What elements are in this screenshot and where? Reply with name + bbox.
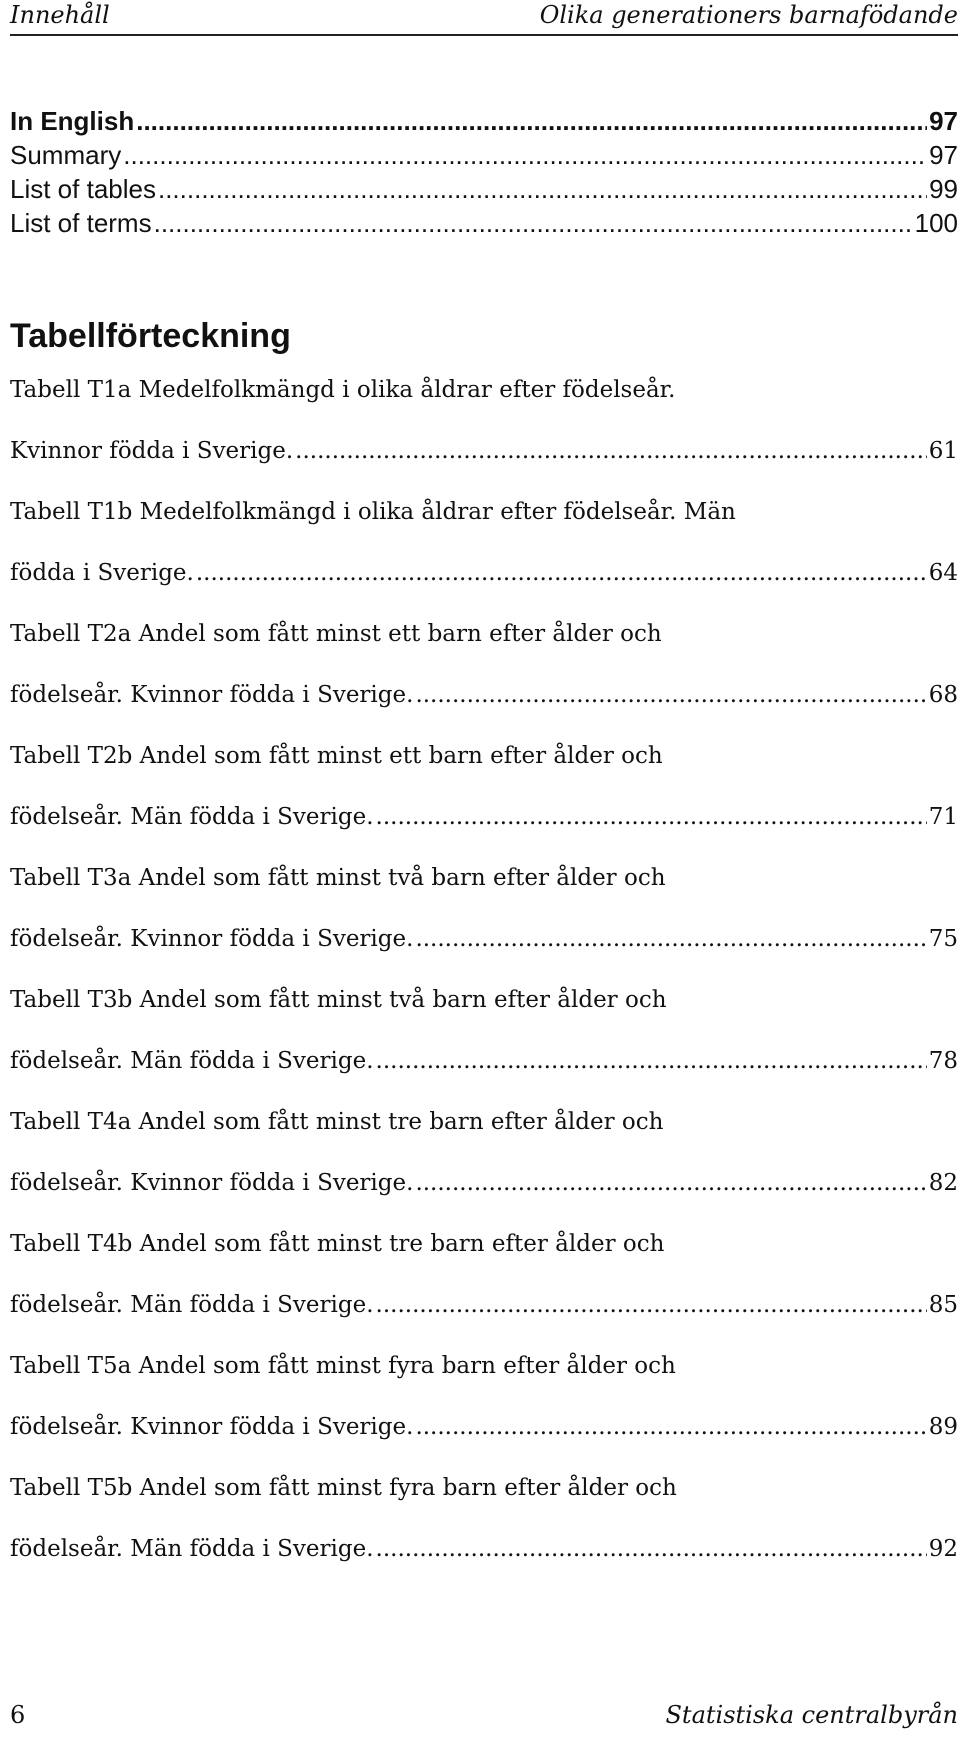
toc-entry-label: In English xyxy=(10,106,135,136)
header-section-title: Innehåll xyxy=(10,1,110,29)
table-entry-t5b[interactable] xyxy=(10,1470,958,1592)
table-entry-t5a[interactable] xyxy=(10,1348,958,1470)
table-entry-t4b[interactable] xyxy=(10,1226,958,1348)
toc-entry-summary[interactable] xyxy=(10,138,958,172)
page-number: 6 xyxy=(10,1701,26,1729)
dot-leader xyxy=(123,138,927,172)
table-entry-page: 68 xyxy=(928,682,958,708)
dot-leader xyxy=(154,206,913,240)
toc-entry-label: List of terms xyxy=(10,208,152,238)
table-entry-title: Tabell T1a Medelfolkmängd i olika åldrar efter födelseår. xyxy=(10,377,676,403)
table-entry-subtitle: födelseår. Kvinnor födda i Sverige. xyxy=(10,682,414,708)
dot-leader xyxy=(158,172,927,206)
header-publication-title: Olika generationers barnafödande xyxy=(539,1,958,29)
toc-entry-list-of-tables[interactable] xyxy=(10,172,958,206)
dot-leader xyxy=(376,799,927,835)
publisher-name: Statistiska centralbyrån xyxy=(665,1701,958,1729)
dot-leader xyxy=(415,921,926,957)
english-toc xyxy=(10,104,958,240)
table-entry-t1b[interactable] xyxy=(10,494,958,616)
toc-entry-list-of-terms[interactable] xyxy=(10,206,958,240)
table-entry-t4a[interactable] xyxy=(10,1104,958,1226)
table-entry-t3b[interactable] xyxy=(10,982,958,1104)
dot-leader xyxy=(415,677,926,713)
table-entry-title: Tabell T5b Andel som fått minst fyra barn efter ålder och xyxy=(10,1475,677,1501)
toc-entry-page: 99 xyxy=(929,174,958,204)
table-entry-page: 71 xyxy=(928,804,958,830)
table-entry-title: Tabell T4a Andel som fått minst tre barn efter ålder och xyxy=(10,1109,664,1135)
tables-toc xyxy=(10,372,958,1592)
table-entry-t2b[interactable] xyxy=(10,738,958,860)
table-entry-title: Tabell T3b Andel som fått minst två barn efter ålder och xyxy=(10,987,667,1013)
table-entry-subtitle: Kvinnor födda i Sverige. xyxy=(10,438,294,464)
running-header xyxy=(10,0,958,36)
table-entry-page: 85 xyxy=(928,1292,958,1318)
dot-leader xyxy=(376,1287,927,1323)
toc-entry-label: List of tables xyxy=(10,174,156,204)
table-entry-subtitle: födelseår. Kvinnor födda i Sverige. xyxy=(10,1414,414,1440)
table-entry-page: 64 xyxy=(928,560,958,586)
toc-entry-label: Summary xyxy=(10,140,122,170)
table-entry-subtitle: födelseår. Män födda i Sverige. xyxy=(10,1048,374,1074)
dot-leader xyxy=(376,1531,927,1567)
table-entry-page: 61 xyxy=(928,438,958,464)
table-entry-subtitle: födelseår. Män födda i Sverige. xyxy=(10,804,374,830)
table-entry-title: Tabell T4b Andel som fått minst tre barn efter ålder och xyxy=(10,1231,665,1257)
table-entry-page: 75 xyxy=(928,926,958,952)
dot-leader xyxy=(136,104,927,138)
table-entry-title: Tabell T2b Andel som fått minst ett barn efter ålder och xyxy=(10,743,663,769)
toc-entry-page: 100 xyxy=(914,208,958,238)
table-entry-t2a[interactable] xyxy=(10,616,958,738)
table-entry-subtitle: födda i Sverige. xyxy=(10,560,194,586)
table-entry-page: 92 xyxy=(928,1536,958,1562)
table-entry-subtitle: födelseår. Kvinnor födda i Sverige. xyxy=(10,926,414,952)
table-entry-t3a[interactable] xyxy=(10,860,958,982)
table-entry-subtitle: födelseår. Kvinnor födda i Sverige. xyxy=(10,1170,414,1196)
table-entry-title: Tabell T5a Andel som fått minst fyra barn efter ålder och xyxy=(10,1353,676,1379)
table-entry-t1a[interactable] xyxy=(10,372,958,494)
table-entry-subtitle: födelseår. Män födda i Sverige. xyxy=(10,1292,374,1318)
table-entry-page: 89 xyxy=(928,1414,958,1440)
dot-leader xyxy=(196,555,927,591)
table-entry-title: Tabell T1b Medelfolkmängd i olika åldrar efter födelseår. Män xyxy=(10,499,736,525)
table-entry-title: Tabell T3a Andel som fått minst två barn efter ålder och xyxy=(10,865,666,891)
dot-leader xyxy=(376,1043,927,1079)
document-page xyxy=(10,0,958,1746)
table-entry-page: 78 xyxy=(928,1048,958,1074)
tables-heading: Tabellförteckning xyxy=(10,317,291,355)
toc-entry-in-english[interactable] xyxy=(10,104,958,138)
dot-leader xyxy=(415,1409,926,1445)
toc-entry-page: 97 xyxy=(929,106,958,136)
toc-entry-page: 97 xyxy=(929,140,958,170)
table-entry-page: 82 xyxy=(928,1170,958,1196)
dot-leader xyxy=(415,1165,926,1201)
table-entry-subtitle: födelseår. Män födda i Sverige. xyxy=(10,1536,374,1562)
table-entry-title: Tabell T2a Andel som fått minst ett barn efter ålder och xyxy=(10,621,662,647)
dot-leader xyxy=(295,433,927,469)
